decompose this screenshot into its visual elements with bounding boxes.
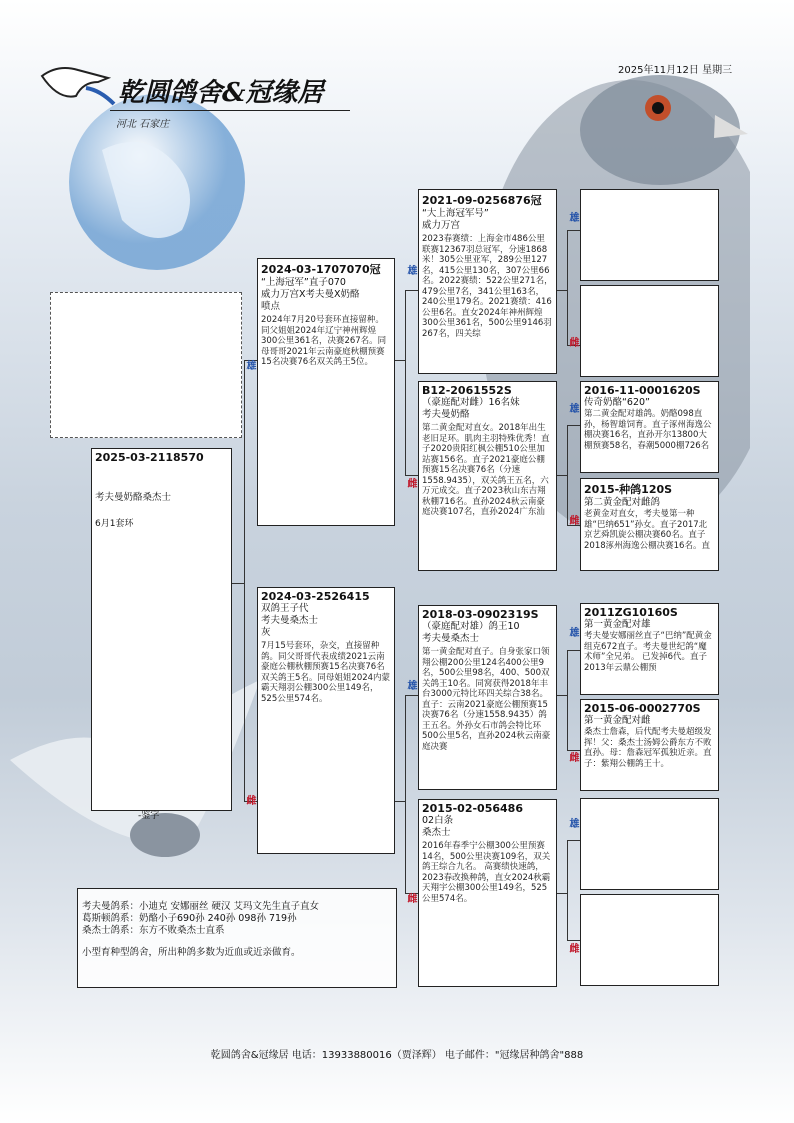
- dove-logo-icon: [38, 60, 118, 110]
- dam-dam-detail: 2016年春季宁公棚300公里预赛14名，500公里决赛109名，双关鸽王综合九名。 高赛绩快速鸽，2023春改换种鸽，直女2024秋霸天翔宇公棚300公里149名，525公里574名。: [422, 841, 551, 904]
- ggp-card-empty: [580, 189, 719, 281]
- dam-sire-line: 考夫曼桑杰士: [422, 633, 480, 644]
- ggp-detail: 桑杰士詹森，后代配考夫曼超级发挥！父：桑杰士汤姆公爵东方不败直孙。母：詹森冠军孤独近亲。直子：紫翔公棚鸽王十。: [584, 727, 712, 769]
- dam-sire-detail: 第一黄金配对直子。自身张家口领翔公棚200公里124名400公里9名，500公里98名，400、500双关鸽王10名。同窝获得2018年丰台3000元特比环四关综合38名。直子：云南2021豪庭公棚预赛15决赛76名（分速1558.9435）鸽王五名。外孙女石市鸽会特比环500公里5名，直孙2024秋云南豪庭决赛: [422, 647, 551, 752]
- notes-line: 考夫曼鸽系：小迪克 安娜丽丝 硬汉 艾玛文先生直子直女: [82, 901, 320, 912]
- dam-sire-dam-card: [580, 699, 719, 791]
- photo-caption: -鉴字: [138, 811, 160, 821]
- sire-dam-line: （豪庭配对雌）16名妹: [422, 397, 520, 408]
- logo-subtitle: 河北 石家庄: [116, 119, 170, 130]
- notes-line: 葛斯顿鸽系：奶酪小子690孙 240孙 098孙 719孙: [82, 913, 297, 924]
- ggp-card-empty: [580, 894, 719, 986]
- sire-card: [257, 258, 395, 526]
- dam-sire-sire-card: [580, 603, 719, 695]
- subject-note: 6月1套环: [95, 519, 134, 529]
- sire-ring: 2024-03-1707070冠: [261, 263, 381, 276]
- ggp-detail: 考夫曼安娜丽丝直子“巴纳”配黄金组克672直子。考夫曼世纪鸽“魔术师”全兄弟。 已发掉6代。直子2013年云鼎公棚预: [584, 631, 712, 673]
- dam-ring: 2024-03-2526415: [261, 590, 370, 603]
- ggp-ring: 2015-种鸽120S: [584, 483, 673, 496]
- ggp-line: 第二黄金配对雌鸽: [584, 497, 661, 508]
- dam-sire-line: （豪庭配对雄）鸽王10: [422, 621, 520, 632]
- sire-dam-line: 考夫曼奶酪: [422, 409, 470, 420]
- sex-label-hen: 雌: [567, 943, 578, 953]
- sire-line: 喷点: [261, 301, 281, 312]
- sire-sire-ring: 2021-09-0256876冠: [422, 194, 542, 207]
- ggp-detail: 第二黄金配对雄鸽。奶酪098直孙，杨智雄饲育。直子涿州海逸公棚决赛16名，直孙开尔13800大棚预赛58名，春潮5000棚726名: [584, 409, 712, 451]
- subject-ring: 2025-03-2118570: [95, 451, 204, 464]
- sire-sire-detail: 2023春赛绩：上海金市486公里联赛12367羽总冠军，分速1868米！305公里亚军，289公里127名，415公里130名，307公里66名。2022赛绩：522公里271名，479公里7名，341公里163名，240公里179名。2021赛绩：416公里6名。直女2024年神州辉煌300公里361名，500公里9146羽267名，四关综: [422, 234, 553, 339]
- sex-label-cock: 雄: [244, 360, 255, 370]
- sex-label-hen: 雌: [244, 795, 255, 805]
- photo-placeholder: [50, 292, 242, 438]
- ggp-line: 第一黄金配对雄: [584, 619, 651, 630]
- footer-contact: 乾圆鸽舍&冠缘居 电话：13933880016（贾泽辉） 电子邮件："冠缘居种鸽舍"888: [210, 1050, 584, 1061]
- sex-label-hen: 雌: [405, 478, 416, 488]
- subject-strain: 考夫曼奶酪桑杰士: [95, 492, 172, 503]
- sex-label-cock: 雄: [567, 818, 578, 828]
- dam-card: [257, 587, 395, 854]
- ggp-line: 第一黄金配对雌: [584, 715, 651, 726]
- ggp-card-empty: [580, 285, 719, 377]
- sex-label-cock: 雄: [567, 212, 578, 222]
- subject-card: [91, 448, 232, 811]
- sire-line: 威力万宫X考夫曼X奶酪: [261, 289, 360, 300]
- sex-label-hen: 雌: [567, 515, 578, 525]
- dam-detail: 7月15号套环，杂交，直接留种鸽。同父哥哥代表成绩2021云南豪庭公棚秋棚预赛15名决赛76名双关鸽王5名。同母姐姐2024内蒙霸天翔羽公棚300公里149名，525公里574名。: [261, 641, 391, 704]
- ggp-card-empty: [580, 798, 719, 890]
- notes-line: 桑杰士鸽系：东方不败桑杰士直系: [82, 925, 225, 936]
- sire-dam-card: [418, 381, 557, 571]
- dam-dam-card: [418, 799, 557, 987]
- sex-label-cock: 雄: [567, 627, 578, 637]
- sex-label-hen: 雌: [567, 752, 578, 762]
- dam-line: 考夫曼桑杰士: [261, 615, 319, 626]
- sex-label-hen: 雌: [567, 337, 578, 347]
- sire-detail: 2024年7月20号套环直接留种。同父姐姐2024年辽宁神州辉煌300公里361名，决赛267名。同母哥哥2021年云南豪庭秋棚预赛15名决赛76名双关鸽王5位。: [261, 315, 387, 367]
- sire-line: “上海冠军”直子070: [261, 277, 346, 288]
- notes-summary: 小型育种型鸽舍，所出种鸽多数为近血或近亲做育。: [82, 947, 301, 958]
- sire-dam-sire-card: [580, 381, 719, 473]
- sex-label-cock: 雄: [405, 265, 416, 275]
- sire-sire-line: 威力万宫: [422, 220, 461, 231]
- dam-dam-line: 02白条: [422, 815, 454, 826]
- sex-label-cock: 雄: [405, 680, 416, 690]
- dam-dam-ring: 2015-02-056486: [422, 802, 523, 815]
- sire-dam-ring: B12-2061552S: [422, 384, 512, 397]
- logo: [38, 58, 348, 128]
- dam-dam-line: 桑杰士: [422, 827, 451, 838]
- breeding-notes: [77, 888, 397, 988]
- sire-sire-line: “大上海冠军号”: [422, 208, 489, 219]
- sire-dam-dam-card: [580, 478, 719, 571]
- dam-line: 双鸽王子代: [261, 603, 309, 614]
- dam-line: 灰: [261, 627, 271, 638]
- sire-dam-detail: 第二黄金配对直女。2018年出生老旧足环。肌肉主羽特殊优秀！直子2020贵阳红枫公棚510公里加站赛156名。直子2021豪庭公棚预赛15名决赛76名（分速1558.9435），双关鸽王五名，六万元成交。直子2023秋山东吉翔秋棚716名。直孙2024秋云南豪庭决赛107名，直孙2024广东汕: [422, 423, 550, 517]
- sex-label-hen: 雌: [405, 893, 416, 903]
- print-date: 2025年11月12日 星期三: [618, 65, 733, 76]
- ggp-line: 传奇奶酪“620”: [584, 397, 650, 408]
- sex-label-cock: 雄: [567, 403, 578, 413]
- ggp-ring: 2011ZG10160S: [584, 606, 678, 619]
- dam-sire-ring: 2018-03-0902319S: [422, 608, 539, 621]
- sire-sire-card: [418, 189, 557, 374]
- ggp-ring: 2015-06-0002770S: [584, 702, 701, 715]
- dam-sire-card: [418, 605, 557, 790]
- ggp-detail: 老黄金对直女，考夫曼第一种雄“巴纳651”孙女。直子2017北京艺舜凯旋公棚决赛60名。直子2018涿州海逸公棚决赛16名。直: [584, 509, 710, 551]
- ggp-ring: 2016-11-0001620S: [584, 384, 701, 397]
- logo-title: 乾圆鸽舍&冠缘居: [118, 78, 324, 108]
